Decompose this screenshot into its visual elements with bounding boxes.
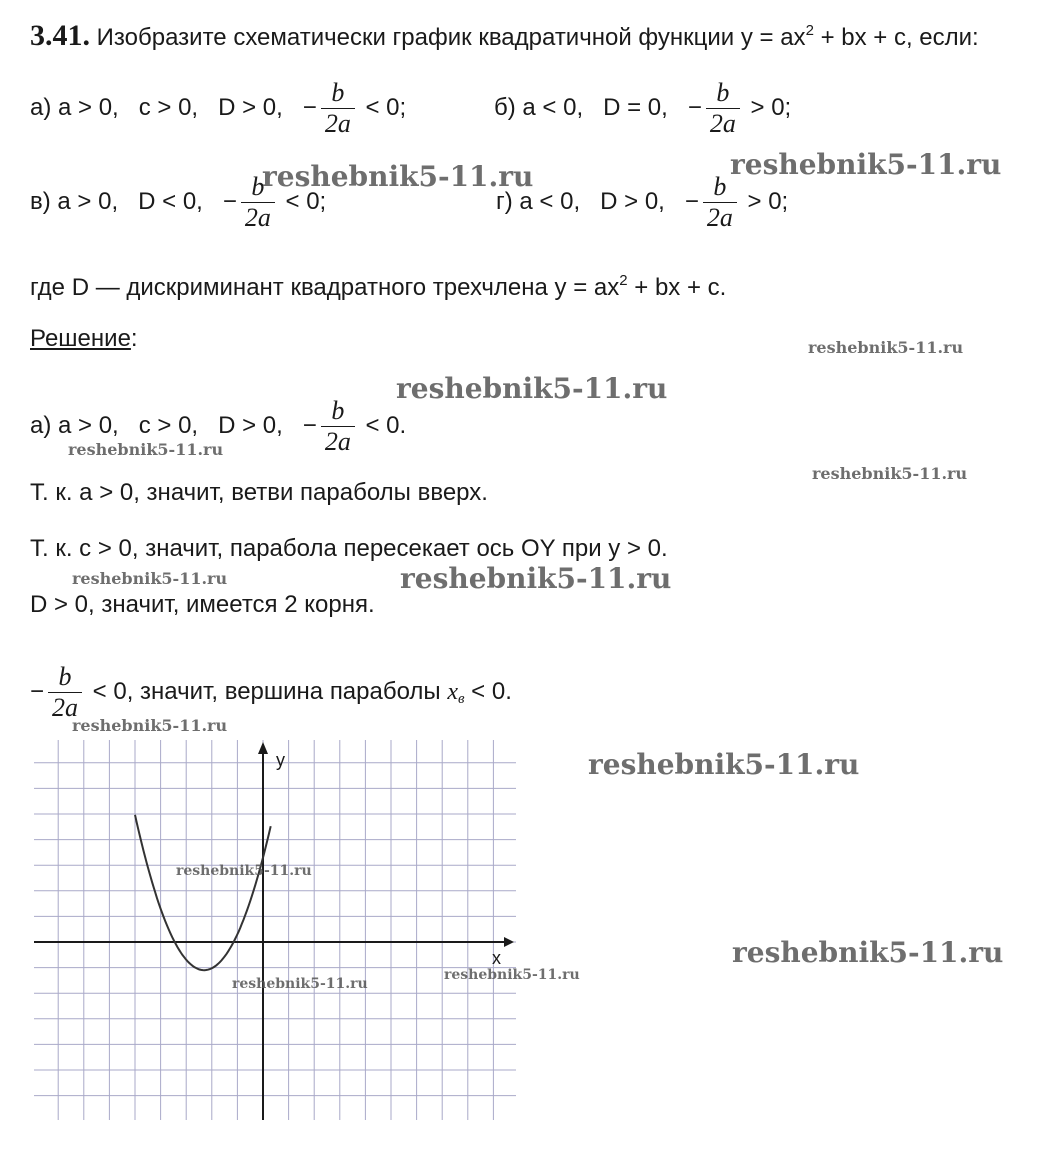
watermark: reshebnik5-11.ru bbox=[396, 372, 668, 405]
watermark: reshebnik5-11.ru bbox=[812, 464, 968, 483]
fraction-numerator: b bbox=[321, 78, 355, 109]
watermark: reshebnik5-11.ru bbox=[68, 440, 224, 459]
y-axis-label: y bbox=[276, 750, 285, 770]
watermark: reshebnik5-11.ru bbox=[232, 976, 368, 992]
discriminant-tail: + bx + c. bbox=[627, 274, 727, 301]
fraction-denominator: 2a bbox=[324, 109, 351, 138]
solution-title: Решение bbox=[30, 325, 131, 352]
vertex-subscript: в bbox=[458, 690, 465, 707]
case-a-inequality: < 0; bbox=[358, 93, 407, 121]
x-axis-arrow bbox=[504, 937, 514, 947]
solution-colon: : bbox=[130, 325, 138, 352]
fraction-numerator: b bbox=[703, 172, 737, 203]
fraction-denominator: 2a bbox=[244, 203, 271, 232]
solution-line-3: D > 0, значит, имеется 2 корня. bbox=[30, 591, 375, 618]
statement-text: Изобразите схематически график квадратичной функции y = ax bbox=[96, 24, 806, 51]
discriminant-text: где D — дискриминант квадратного трехчлена y = ax bbox=[30, 274, 620, 301]
solution-line-4 bbox=[30, 662, 512, 723]
solution-case-a-conditions: а) a > 0, c > 0, D > 0, − bbox=[30, 411, 317, 439]
solution-case-a-inequality: < 0. bbox=[358, 411, 407, 439]
watermark: reshebnik5-11.ru bbox=[72, 569, 228, 588]
statement-exponent: 2 bbox=[805, 22, 814, 39]
fraction bbox=[706, 78, 740, 139]
watermark: reshebnik5-11.ru bbox=[72, 716, 228, 735]
fraction-numerator: b bbox=[241, 172, 275, 203]
fraction-numerator: b bbox=[706, 78, 740, 109]
watermark: reshebnik5-11.ru bbox=[588, 748, 860, 781]
solution-heading bbox=[30, 324, 138, 354]
fraction-denominator: 2a bbox=[709, 109, 736, 138]
discriminant-exponent: 2 bbox=[619, 272, 628, 289]
line4-inequality: < 0. bbox=[464, 677, 512, 705]
case-b bbox=[494, 78, 791, 139]
watermark: reshebnik5-11.ru bbox=[400, 562, 672, 595]
case-g-conditions: г) a < 0, D > 0, − bbox=[496, 187, 699, 215]
fraction bbox=[48, 662, 82, 723]
fraction-denominator: 2a bbox=[52, 693, 79, 722]
discriminant-definition bbox=[30, 266, 726, 303]
watermark: reshebnik5-11.ru bbox=[176, 863, 312, 879]
watermark: reshebnik5-11.ru bbox=[444, 967, 580, 983]
statement-tail: + bx + c, если: bbox=[813, 24, 979, 51]
case-g-inequality: > 0; bbox=[740, 187, 789, 215]
x-axis-label: x bbox=[492, 948, 501, 968]
watermark: reshebnik5-11.ru bbox=[262, 160, 534, 193]
watermark: reshebnik5-11.ru bbox=[808, 338, 964, 357]
line4-text: < 0, значит, вершина параболы bbox=[86, 677, 448, 705]
watermark: reshebnik5-11.ru bbox=[730, 148, 1002, 181]
parabola-graph bbox=[34, 740, 516, 1120]
case-b-inequality: > 0; bbox=[743, 93, 792, 121]
fraction-denominator: 2a bbox=[324, 427, 351, 456]
watermark: reshebnik5-11.ru bbox=[732, 936, 1004, 969]
case-g bbox=[496, 172, 788, 233]
case-a-conditions: а) a > 0, c > 0, D > 0, − bbox=[30, 93, 317, 121]
grid bbox=[34, 740, 516, 1120]
vertex-variable: x bbox=[447, 678, 458, 705]
parabola-curve bbox=[135, 815, 271, 970]
solution-line-2: Т. к. c > 0, значит, парабола пересекает ось OY при y > 0. bbox=[30, 535, 668, 562]
fraction bbox=[321, 396, 355, 457]
case-a bbox=[30, 78, 406, 139]
fraction bbox=[703, 172, 737, 233]
fraction-numerator: b bbox=[48, 662, 82, 693]
problem-statement bbox=[30, 16, 979, 53]
line4-minus: − bbox=[30, 677, 45, 705]
case-b-conditions: б) a < 0, D = 0, − bbox=[494, 93, 702, 121]
solution-line-1: Т. к. a > 0, значит, ветви параболы вверх. bbox=[30, 479, 488, 506]
problem-number: 3.41. bbox=[30, 19, 90, 52]
fraction-denominator: 2a bbox=[706, 203, 733, 232]
fraction bbox=[321, 78, 355, 139]
y-axis-arrow bbox=[258, 742, 268, 754]
case-v-conditions: в) a > 0, D < 0, − bbox=[30, 187, 237, 215]
case-v-inequality: < 0; bbox=[278, 187, 327, 215]
fraction-numerator: b bbox=[321, 396, 355, 427]
